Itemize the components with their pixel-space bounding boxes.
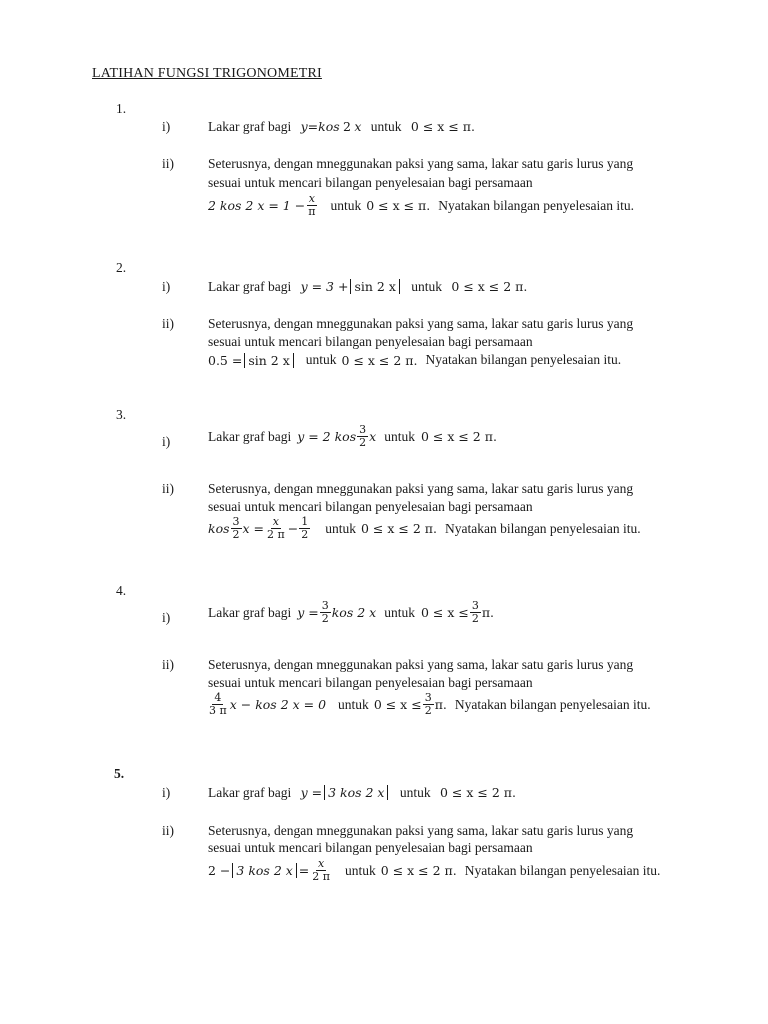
fraction-numerator: x — [318, 857, 325, 870]
fraction-numerator: 3 — [424, 691, 432, 704]
range: 0 ≤ x ≤ π. — [410, 119, 475, 134]
absolute-value: 3 kos 2 x — [324, 785, 388, 800]
part-i-row — [208, 424, 497, 449]
part-ii-line2: sesuai untuk mencari bilangan penyelesaian bagi persamaan — [208, 175, 533, 190]
range-prefix: 0 ≤ x ≤ — [420, 605, 469, 620]
question-number: 4. — [116, 583, 127, 598]
fraction-denominator: 2 — [471, 612, 479, 625]
part-i-label: i) — [162, 119, 171, 134]
untuk-label: untuk — [330, 197, 362, 213]
part-i-row — [208, 279, 527, 295]
equation-row — [208, 193, 634, 218]
instruction: Nyatakan bilangan penyelesaian itu. — [464, 862, 661, 878]
fraction — [306, 193, 317, 218]
fraction-numerator: 3 — [471, 599, 479, 612]
eq-x: x — [369, 429, 377, 444]
question-number: 5. — [114, 766, 125, 781]
fraction — [265, 516, 287, 541]
untuk-label: untuk — [305, 352, 337, 367]
fraction — [299, 516, 310, 541]
equation-prefix: y = — [300, 785, 323, 800]
fraction-denominator: π — [308, 205, 316, 218]
range: 0 ≤ x ≤ π. — [366, 198, 431, 213]
range-suffix: π. — [434, 697, 447, 712]
eq-equals: = — [307, 119, 319, 134]
part-i-text: Lakar graf bagi — [208, 119, 292, 134]
untuk-label: untuk — [370, 119, 402, 134]
equation-left: 0.5 = — [208, 352, 243, 368]
instruction: Nyatakan bilangan penyelesaian itu. — [425, 352, 622, 367]
part-ii-label: ii) — [162, 481, 174, 496]
range-prefix: 0 ≤ x ≤ — [373, 697, 422, 712]
equation-row — [208, 858, 660, 883]
part-ii-line1: Seterusnya, dengan mneggunakan paksi yang sama, lakar satu garis lurus yang — [208, 316, 634, 331]
equation-row — [208, 516, 641, 541]
part-ii-line2: sesuai untuk mencari bilangan penyelesaian bagi persamaan — [208, 334, 533, 349]
part-i-text: Lakar graf bagi — [208, 428, 292, 444]
equation-prefix: y = — [297, 605, 319, 620]
part-i-label: i) — [162, 785, 171, 800]
fraction — [207, 692, 229, 717]
eq-y: y — [300, 119, 308, 134]
untuk-label: untuk — [384, 604, 415, 620]
equation-middle: x = — [242, 521, 265, 536]
part-i-label: i) — [162, 279, 171, 294]
part-ii-label: ii) — [162, 823, 174, 838]
part-i-text: Lakar graf bagi — [208, 279, 292, 294]
part-i-text: Lakar graf bagi — [208, 604, 292, 620]
fraction — [470, 600, 481, 625]
question-number: 3. — [116, 407, 127, 422]
equation-left: 2 kos 2 x = 1 − — [208, 198, 306, 213]
eq-x: x — [354, 119, 362, 134]
range: 0 ≤ x ≤ 2 π. — [380, 863, 457, 878]
absolute-value: sin 2 x — [350, 279, 399, 294]
fraction-denominator: 2 π — [267, 528, 285, 541]
part-ii-label: ii) — [162, 657, 174, 672]
equation-suffix: kos 2 x — [331, 605, 377, 620]
equation-middle: x − kos 2 x = 0 — [229, 697, 327, 712]
untuk-label: untuk — [411, 279, 443, 294]
fraction-denominator: 2 — [301, 528, 309, 541]
range-suffix: π. — [481, 605, 495, 620]
part-i-text: Lakar graf bagi — [208, 785, 292, 800]
part-ii-line1: Seterusnya, dengan mneggunakan paksi yang sama, lakar satu garis lurus yang — [208, 156, 634, 171]
fraction-denominator: 2 — [424, 704, 432, 717]
fraction-numerator: 3 — [321, 599, 329, 612]
eq-two: 2 — [343, 119, 351, 134]
eq-kos: kos — [318, 119, 340, 134]
minus-sign: − — [287, 521, 299, 536]
absolute-value: 3 kos 2 x — [232, 863, 296, 878]
fraction-numerator: 3 — [359, 423, 367, 436]
part-i-label: i) — [162, 610, 171, 625]
fraction-numerator: x — [308, 192, 315, 205]
equation-prefix: kos — [208, 521, 230, 536]
untuk-label: untuk — [384, 428, 415, 444]
absolute-value: sin 2 x — [244, 353, 293, 368]
fraction-denominator: 2 — [321, 612, 329, 625]
range: 0 ≤ x ≤ 2 π. — [341, 352, 418, 368]
range: 0 ≤ x ≤ 2 π. — [451, 279, 528, 294]
part-ii-line2: sesuai untuk mencari bilangan penyelesaian bagi persamaan — [208, 840, 533, 855]
fraction-numerator: x — [272, 515, 279, 528]
page-title: LATIHAN FUNGSI TRIGONOMETRI — [92, 66, 322, 81]
range: 0 ≤ x ≤ 2 π. — [361, 521, 437, 536]
question-number: 2. — [116, 260, 127, 275]
part-i-row — [208, 119, 475, 135]
fraction — [357, 424, 368, 449]
range: 0 ≤ x ≤ 2 π. — [420, 429, 497, 444]
fraction-denominator: 3 π — [209, 704, 227, 717]
fraction-denominator: 2 — [359, 436, 367, 449]
equation-row — [206, 692, 651, 717]
fraction-numerator: 1 — [301, 515, 309, 528]
fraction-denominator: 2 π — [312, 870, 331, 883]
part-i-label: i) — [162, 434, 171, 449]
fraction-numerator: 3 — [232, 515, 240, 528]
question-number: 1. — [116, 101, 127, 116]
part-ii-line2: sesuai untuk mencari bilangan penyelesaian bagi persamaan — [208, 675, 533, 690]
equation-prefix: y = 3 + — [300, 279, 349, 294]
equation-middle: = — [298, 863, 310, 878]
part-i-row — [208, 785, 516, 801]
untuk-label: untuk — [345, 862, 376, 878]
equation-row — [208, 352, 621, 368]
part-ii-line1: Seterusnya, dengan mneggunakan paksi yang sama, lakar satu garis lurus yang — [208, 481, 634, 496]
instruction: Nyatakan bilangan penyelesaian itu. — [454, 696, 651, 712]
fraction — [231, 516, 242, 541]
part-ii-label: ii) — [162, 316, 174, 331]
fraction — [310, 858, 332, 883]
fraction-denominator: 2 — [232, 528, 240, 541]
equation-prefix: 2 − — [208, 863, 231, 878]
part-ii-line1: Seterusnya, dengan mneggunakan paksi yang sama, lakar satu garis lurus yang — [208, 823, 634, 838]
range: 0 ≤ x ≤ 2 π. — [440, 785, 516, 800]
untuk-label: untuk — [325, 520, 356, 536]
fraction-numerator: 4 — [214, 691, 222, 704]
part-ii-label: ii) — [162, 156, 174, 171]
part-ii-line1: Seterusnya, dengan mneggunakan paksi yang sama, lakar satu garis lurus yang — [208, 657, 634, 672]
fraction — [423, 692, 434, 717]
part-i-row — [208, 600, 494, 625]
fraction — [320, 600, 331, 625]
equation-prefix: y = 2 kos — [297, 429, 357, 444]
part-ii-line2: sesuai untuk mencari bilangan penyelesaian bagi persamaan — [208, 499, 533, 514]
untuk-label: untuk — [338, 696, 369, 712]
untuk-label: untuk — [399, 785, 431, 800]
instruction: Nyatakan bilangan penyelesaian itu. — [438, 197, 634, 213]
instruction: Nyatakan bilangan penyelesaian itu. — [444, 520, 641, 536]
